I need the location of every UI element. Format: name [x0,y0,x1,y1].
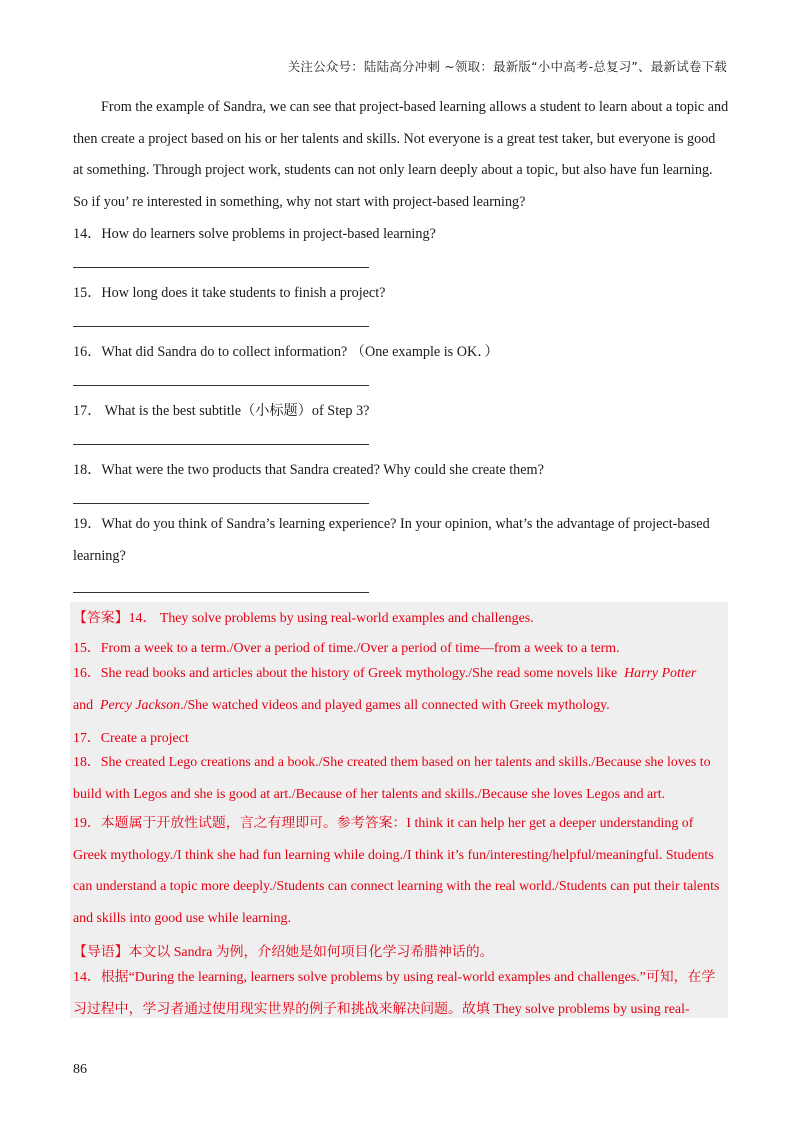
answer-18: 18．She created Lego creations and a book./She created them based on her talents and skills./Because she loves to build with Legos and she is good at art./Because of her talents and skills./Because she loves Legos and art. [73,755,711,802]
question-15: 15．How long does it take students to finish a project? [73,285,386,301]
question-17: 17． What is the best subtitle（小标题）of Step 3? [73,403,370,419]
question-18: 18．What were the two products that Sandra created? Why could she create them? [73,462,544,478]
question-19: 19．What do you think of Sandra’s learning experience? In your opinion, what’s the advantage of project-based learning? [73,516,710,564]
answer-19: 19．本题属于开放性试题，言之有理即可。参考答案：I think it can help her get a deeper understanding of Greek mythology./I think she had fun learning while doing./I think it’s fun/interesting/helpful/meaningful. Students can understand a topic more deeply./Students can connect learning with the real world./Students can put their talents and skills into good use while learning. [73,816,720,926]
explanation-14: 14．根据“During the learning, learners solve problems by using real-world examples and challenges.”可知，在学习过程中，学习者通过使用现实世界的例子和挑战来解决问题。故填 They solve problems by using real- [73,970,716,1017]
answer-label: 【答案】 [73,611,129,626]
answer-line-15 [73,326,369,327]
answer-14: 【答案】14． They solve problems by using real-world examples and challenges. [73,611,534,626]
answer-16: 16．She read books and articles about the history of Greek mythology./She read some novels like Harry Potter and Percy Jackson./She watched videos and played games all connected with Greek mythology. [73,666,697,713]
answer-15: 15．From a week to a term./Over a period of time./Over a period of time—from a week to a term. [73,641,620,656]
guide-text: 【导语】本文以 Sandra 为例，介绍她是如何项目化学习希腊神话的。 [73,945,494,960]
page-number: 86 [73,1062,87,1077]
answer-line-16 [73,385,369,386]
answer-17: 17．Create a project [73,731,189,746]
book-title-percy-jackson: Percy Jackson [100,697,181,713]
question-14: 14．How do learners solve problems in project-based learning? [73,226,436,242]
book-title-harry-potter: Harry Potter [624,666,697,681]
page-header: 关注公众号：陆陆高分冲刺 ~领取：最新版“小中高考-总复习”、最新试卷下载 [287,59,727,74]
question-16: 16．What did Sandra do to collect information? （One example is OK．） [73,344,499,360]
answer-line-17 [73,444,369,445]
intro-paragraph: From the example of Sandra, we can see that project-based learning allows a student to learn about a topic and then create a project based on his or her talents and skills. Not everyone is a great test taker, but everyone is good at something. Through project work, students can not only learn deeply about a topic, but also have fun learning. So if you’ re interested in something, why not start with project-based learning? [73,99,729,210]
answer-line-18 [73,503,369,504]
answer-line-14 [73,267,369,268]
answer-line-19 [73,592,369,593]
